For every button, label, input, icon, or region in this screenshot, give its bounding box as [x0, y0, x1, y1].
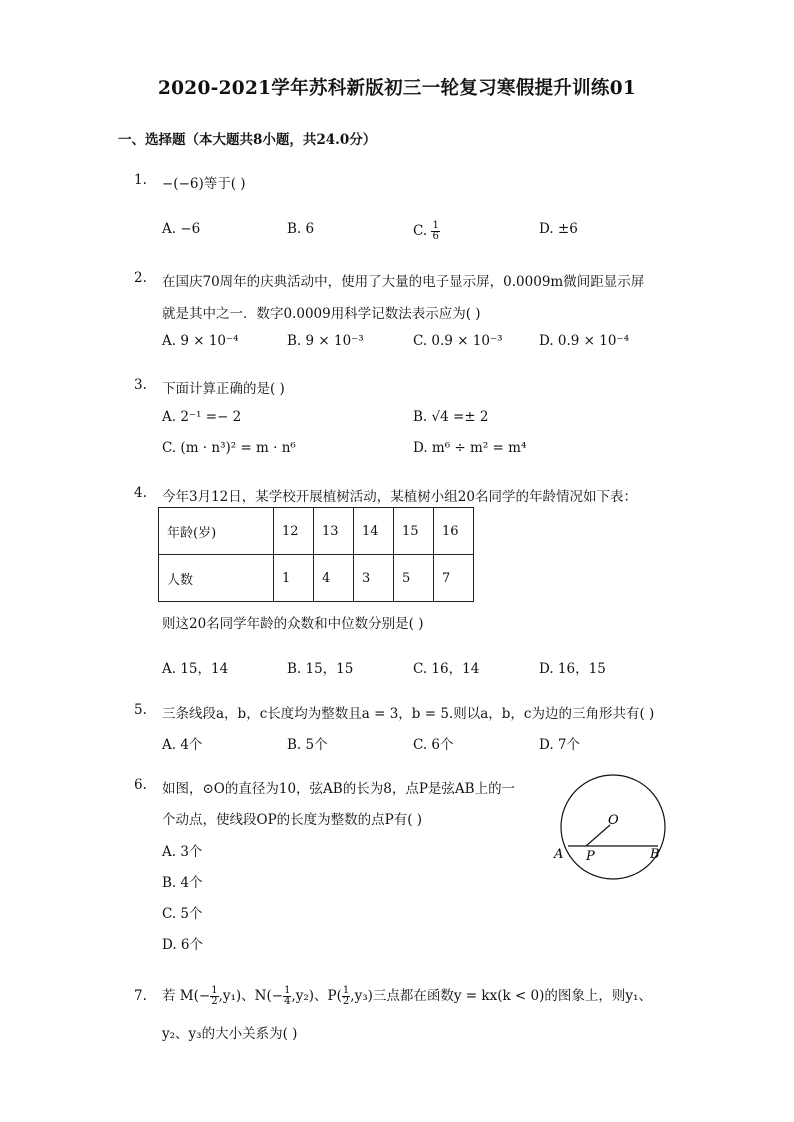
question-2-line-2: 就是其中之一．数字0.0009用科学记数法表示应为( ): [162, 306, 481, 322]
table-cell: 16: [434, 508, 474, 555]
question-7-line-2: y₂、y₃的大小关系为( ): [162, 1026, 298, 1042]
question-5-number: 5.: [134, 702, 147, 718]
label-p: P: [586, 849, 595, 864]
question-5-option-a: A. 4个: [162, 737, 203, 753]
question-4-text: 今年3月12日，某学校开展植树活动，某植树小组20名同学的年龄情况如下表：: [162, 489, 637, 505]
question-5-option-c: C. 6个: [413, 737, 454, 753]
fraction-half: [210, 986, 218, 1007]
fraction-numerator: 1: [284, 985, 291, 996]
q7-prefix: 若: [162, 988, 176, 1004]
fraction-denominator: 4: [284, 996, 291, 1007]
fraction-denominator: 2: [342, 996, 350, 1007]
question-5-option-b: B. 5个: [287, 737, 328, 753]
question-2-option-c: C. 0.9 × 10⁻³: [413, 333, 503, 349]
table-cell: 5: [394, 555, 434, 602]
question-3-option-b: B. √4 =± 2: [413, 409, 489, 425]
page-title: 2020-2021学年苏科新版初三一轮复习寒假提升训练01: [157, 78, 637, 99]
question-5-option-d: D. 7个: [539, 737, 581, 753]
question-4-option-c: C. 16，14: [413, 661, 480, 677]
question-3-number: 3.: [134, 377, 147, 393]
question-3-option-c: C. (m · n³)² = m · n⁶: [162, 440, 296, 456]
question-6-number: 6.: [134, 777, 147, 793]
question-4-option-b: B. 15，15: [287, 661, 354, 677]
q7-point-n-start: ,y₁)、N(−: [218, 988, 284, 1004]
fraction-denominator: 2: [211, 996, 218, 1007]
fraction-denominator: 6: [432, 231, 439, 242]
section-heading: 一、选择题（本大题共8小题，共24.0分）: [118, 132, 377, 148]
question-6-line-1: 如图，⊙O的直径为10，弦AB的长为8，点P是弦AB上的一: [162, 781, 516, 797]
segment-op: [586, 825, 610, 846]
question-2-option-a: A. 9 × 10⁻⁴: [162, 333, 239, 349]
fraction-one-sixth: [431, 221, 439, 242]
question-4-number: 4.: [134, 485, 147, 501]
q7-point-p-start: ,y₂)、P(: [291, 988, 342, 1004]
question-6-option-b: B. 4个: [162, 875, 203, 891]
table-cell: 15: [394, 508, 434, 555]
label-a: A: [554, 847, 564, 862]
question-5-text: 三条线段a，b，c长度均为整数且a = 3，b = 5.则以a，b，c为边的三角形共有( ): [162, 706, 655, 722]
circle-figure: [548, 770, 678, 890]
table-row: [159, 508, 474, 555]
table-cell: 7: [434, 555, 474, 602]
table-row: [159, 555, 474, 602]
table-cell: 4: [314, 555, 354, 602]
table-cell: 14: [354, 508, 394, 555]
question-3-option-a: A. 2⁻¹ =− 2: [162, 409, 242, 425]
table-cell: 年龄(岁): [159, 508, 274, 555]
question-1-option-d: D. ±6: [539, 221, 578, 237]
question-6-line-2: 个动点，使线段OP的长度为整数的点P有( ): [162, 812, 423, 828]
question-1-number: 1.: [134, 172, 147, 188]
question-1-option-c: [413, 221, 440, 242]
question-6-option-d: D. 6个: [162, 937, 204, 953]
fraction-numerator: 1: [211, 985, 218, 996]
question-7-line-1: [162, 984, 652, 1007]
age-table: [158, 507, 474, 602]
question-4-option-d: D. 16，15: [539, 661, 606, 677]
q7-line1-rest: 三点都在函数y = kx(k < 0)的图象上，则y₁、: [372, 988, 652, 1004]
question-7-number: 7.: [134, 988, 147, 1004]
fraction-numerator: 1: [342, 985, 350, 996]
label-b: B: [650, 847, 660, 862]
question-4-after-text: 则这20名同学年龄的众数和中位数分别是( ): [162, 616, 424, 632]
question-6-option-a: A. 3个: [162, 844, 203, 860]
question-6-option-c: C. 5个: [162, 906, 203, 922]
label-o: O: [608, 813, 619, 828]
option-c-label: C.: [413, 223, 428, 239]
table-cell: 3: [354, 555, 394, 602]
table-cell: 1: [274, 555, 314, 602]
question-2-number: 2.: [134, 270, 147, 286]
question-3-text: 下面计算正确的是( ): [162, 381, 285, 397]
table-cell: 人数: [159, 555, 274, 602]
fraction-numerator: 1: [432, 220, 439, 231]
question-1-text: −(−6)等于( ): [162, 176, 246, 192]
question-1-option-b: B. 6: [287, 221, 315, 237]
table-cell: 13: [314, 508, 354, 555]
q7-point-m-start: M(−: [179, 988, 211, 1004]
question-2-option-d: D. 0.9 × 10⁻⁴: [539, 333, 630, 349]
table-cell: 12: [274, 508, 314, 555]
question-3-option-d: D. m⁶ ÷ m² = m⁴: [413, 440, 527, 456]
q7-point-p-end: ,y₃): [350, 988, 373, 1004]
question-2-line-1: 在国庆70周年的庆典活动中，使用了大量的电子显示屏，0.0009m微间距显示屏: [162, 274, 645, 290]
question-1-option-a: A. −6: [162, 221, 201, 237]
question-2-option-b: B. 9 × 10⁻³: [287, 333, 364, 349]
question-4-option-a: A. 15，14: [162, 661, 229, 677]
